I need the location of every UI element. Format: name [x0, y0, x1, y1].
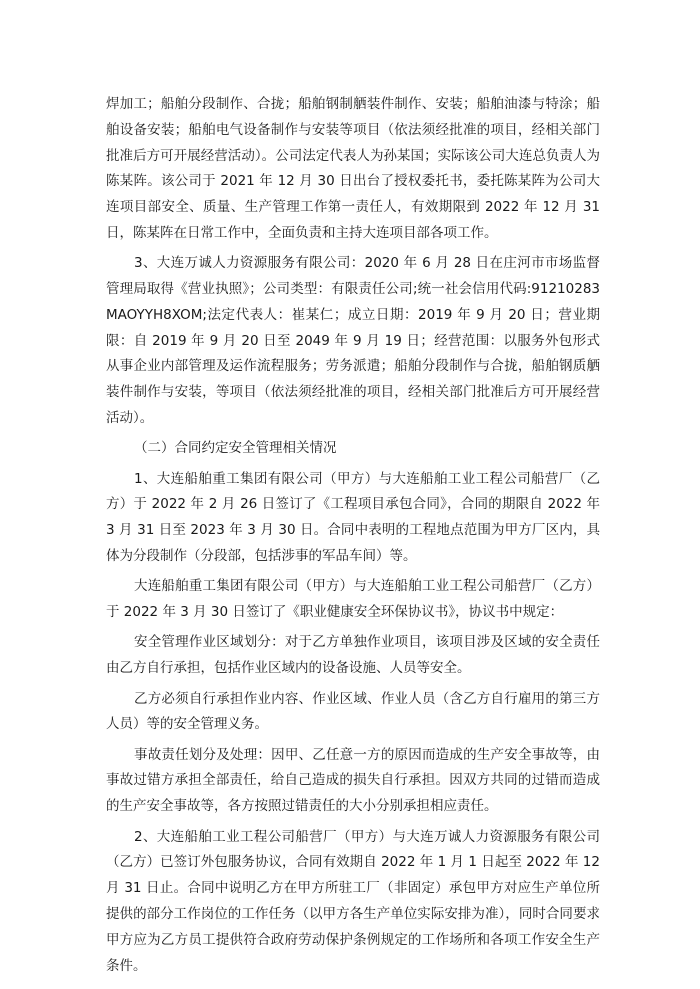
paragraph-company-2-scope: 焊加工；船舶分段制作、合拢；船舶钢制舾装件制作、安装；船舶油漆与特涂；船舶设备安装；船舶电气设备制作与安装等项目（依法须经批准的项目，经相关部门批准后方可开展经营活动）。公司法定代表人为孙某国；实际该公司大连总负责人为陈某阵。该公司于 2021 年 12 月 30 日出台了授权委托书，委托陈某阵为公司大连项目部安全、质量、生产管理工作第一责任人，有效期限到 2022 年 12 月 31 日，陈某阵在日常工作中，全面负责和主持大连项目部各项工作。	[106, 96, 600, 241]
paragraph-contract-1: 1、大连船舶重工集团有限公司（甲方）与大连船舶工业工程公司船营厂（乙方）于 2022 年 2 月 26 日签订了《工程项目承包合同》，合同的期限自 2022 年 3 月 31 日至 2023 年 3 月 30 日。合同中表明的工程地点范围为甲方厂区内，具体为分段制作（分段部，包括涉事的军品车间）等。	[106, 470, 600, 565]
paragraph-contract-2: 2、大连船舶工业工程公司船营厂（甲方）与大连万诚人力资源服务有限公司（乙方）已签订外包服务协议，合同有效期自 2022 年 1 月 1 日起至 2022 年 12 月 31 日止。合同中说明乙方在甲方所驻工厂（非固定）承包甲方对应生产单位所提供的部分工作岗位的工作任务（以甲方各生产单位实际安排为准），同时合同要求甲方应为乙方员工提供符合政府劳动保护条例规定的工作场所和各项工作安全生产条件。	[106, 828, 600, 974]
paragraph-company-3: 3、大连万诚人力资源服务有限公司：2020 年 6 月 28 日在庄河市市场监督管理局取得《营业执照》；公司类型：有限责任公司;统一社会信用代码:91210283MAOYYH8XOM;法定代表人：崔某仁；成立日期：2019 年 9 月 20 日；营业期限：自 2019 年 9 月 20 日至 2049 年 9 月 19 日；经营范围：以服务外包形式从事企业内部管理及运作流程服务；劳务派遣；船舶分段制作与合拢，船舶钢质舾装件制作与安装，等项目（依法须经批准的项目，经相关部门批准后方可开展经营活动）。	[106, 255, 600, 427]
paragraph-party-b-duty: 乙方必须自行承担作业内容、作业区域、作业人员（含乙方自行雇用的第三方人员）等的安全管理义务。	[106, 690, 600, 733]
document-body	[106, 92, 600, 984]
section-heading-contract-safety: （二）合同约定安全管理相关情况	[134, 440, 337, 457]
paragraph-safety-agreement: 大连船舶重工集团有限公司（甲方）与大连船舶工业工程公司船营厂（乙方）于 2022 年 3 月 30 日签订了《职业健康安全环保协议书》，协议书中规定：	[106, 578, 600, 621]
paragraph-zone-division: 安全管理作业区域划分：对于乙方单独作业项目，该项目涉及区域的安全责任由乙方自行承担，包括作业区域内的设备设施、人员等安全。	[106, 634, 600, 677]
paragraph-liability: 事故责任划分及处理：因甲、乙任意一方的原因而造成的生产安全事故等，由事故过错方承担全部责任，给自己造成的损失自行承担。因双方共同的过错而造成的生产安全事故等，各方按照过错责任的大小分别承担相应责任。	[106, 746, 600, 815]
